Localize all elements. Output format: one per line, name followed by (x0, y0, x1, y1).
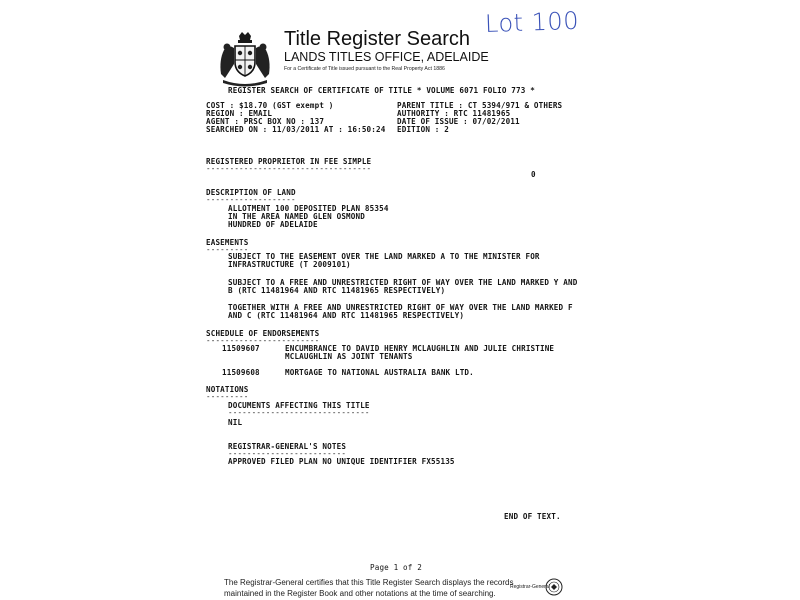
detail-edition: EDITION : 2 (397, 125, 449, 134)
land-allotment: ALLOTMENT 100 DEPOSITED PLAN 85354 (228, 204, 389, 213)
easements-heading: EASEMENTS (206, 238, 249, 247)
endorsement-text: MCLAUGHLIN AS JOINT TENANTS (285, 352, 413, 361)
royal-coat-of-arms-icon (215, 30, 275, 88)
footer-signature-label: Registrar-General (510, 584, 550, 590)
documents-affecting-underline: ------------------------------ (228, 408, 370, 417)
registrar-notes-value: APPROVED FILED PLAN NO UNIQUE IDENTIFIER FX55135 (228, 457, 455, 466)
documents-affecting-value: NIL (228, 418, 243, 427)
register-search-line: REGISTER SEARCH OF CERTIFICATE OF TITLE * VOLUME 6071 FOLIO 773 * (228, 86, 535, 95)
handwritten-lot-note: Lot 100 (484, 6, 580, 38)
endorsement-text: ENCUMBRANCE TO DAVID HENRY MCLAUGHLIN AND JULIE CHRISTINE (285, 344, 555, 353)
endorsement-number: 11509607 (222, 344, 260, 353)
document-title: Title Register Search (284, 28, 470, 50)
endorsement-text: MORTGAGE TO NATIONAL AUSTRALIA BANK LTD. (285, 368, 474, 377)
easement-1-line-2: INFRASTRUCTURE (T 2009101) (228, 260, 351, 269)
detail-agent: AGENT : PRSC BOX NO : 137 (206, 117, 325, 126)
office-name: LANDS TITLES OFFICE, ADELAIDE (284, 50, 489, 64)
footer-certification-line-1: The Registrar-General certifies that this Title Register Search displays the records (224, 578, 514, 587)
end-of-text: END OF TEXT. (504, 512, 561, 521)
detail-authority: AUTHORITY : RTC 11481965 (397, 109, 511, 118)
proprietor-underline: ----------------------------------- (206, 164, 372, 173)
endorsements-underline: ------------------------ (206, 336, 320, 345)
footer-certification-line-2: maintained in the Register Book and other notations at the time of searching. (224, 589, 496, 598)
land-area: IN THE AREA NAMED GLEN OSMOND (228, 212, 365, 221)
registrar-notes-underline: ------------------------- (228, 449, 347, 458)
notations-heading: NOTATIONS (206, 385, 249, 394)
documents-affecting-heading: DOCUMENTS AFFECTING THIS TITLE (228, 401, 370, 410)
easement-1-line-1: SUBJECT TO THE EASEMENT OVER THE LAND MARKED A TO THE MINISTER FOR (228, 252, 540, 261)
detail-parent-title: PARENT TITLE : CT 5394/971 & OTHERS (397, 101, 563, 110)
registrar-notes-heading: REGISTRAR-GENERAL'S NOTES (228, 442, 347, 451)
header-fine-print: For a Certificate of Title issued pursuant to the Real Property Act 1886 (284, 66, 445, 72)
easement-2-line-1: SUBJECT TO A FREE AND UNRESTRICTED RIGHT OF WAY OVER THE LAND MARKED Y AND (228, 278, 578, 287)
registrar-general-seal-icon (545, 578, 563, 596)
notations-underline: --------- (206, 392, 249, 401)
detail-cost: COST : $18.70 (GST exempt ) (206, 101, 334, 110)
land-hundred: HUNDRED OF ADELAIDE (228, 220, 318, 229)
proprietor-value: 0 (531, 170, 536, 179)
detail-date-of-issue: DATE OF ISSUE : 07/02/2011 (397, 117, 520, 126)
easement-3-line-2: AND C (RTC 11481964 AND RTC 11481965 RESPECTIVELY) (228, 311, 465, 320)
endorsements-heading: SCHEDULE OF ENDORSEMENTS (206, 329, 320, 338)
proprietor-heading: REGISTERED PROPRIETOR IN FEE SIMPLE (206, 157, 372, 166)
easement-2-line-2: B (RTC 11481964 AND RTC 11481965 RESPECTIVELY) (228, 286, 446, 295)
detail-searched-on: SEARCHED ON : 11/03/2011 AT : 16:50:24 (206, 125, 386, 134)
endorsement-number: 11509608 (222, 368, 260, 377)
page-indicator: Page 1 of 2 (370, 563, 422, 572)
detail-region: REGION : EMAIL (206, 109, 273, 118)
land-underline: ------------------- (206, 195, 296, 204)
land-heading: DESCRIPTION OF LAND (206, 188, 296, 197)
easement-3-line-1: TOGETHER WITH A FREE AND UNRESTRICTED RIGHT OF WAY OVER THE LAND MARKED F (228, 303, 573, 312)
easements-underline: --------- (206, 245, 249, 254)
